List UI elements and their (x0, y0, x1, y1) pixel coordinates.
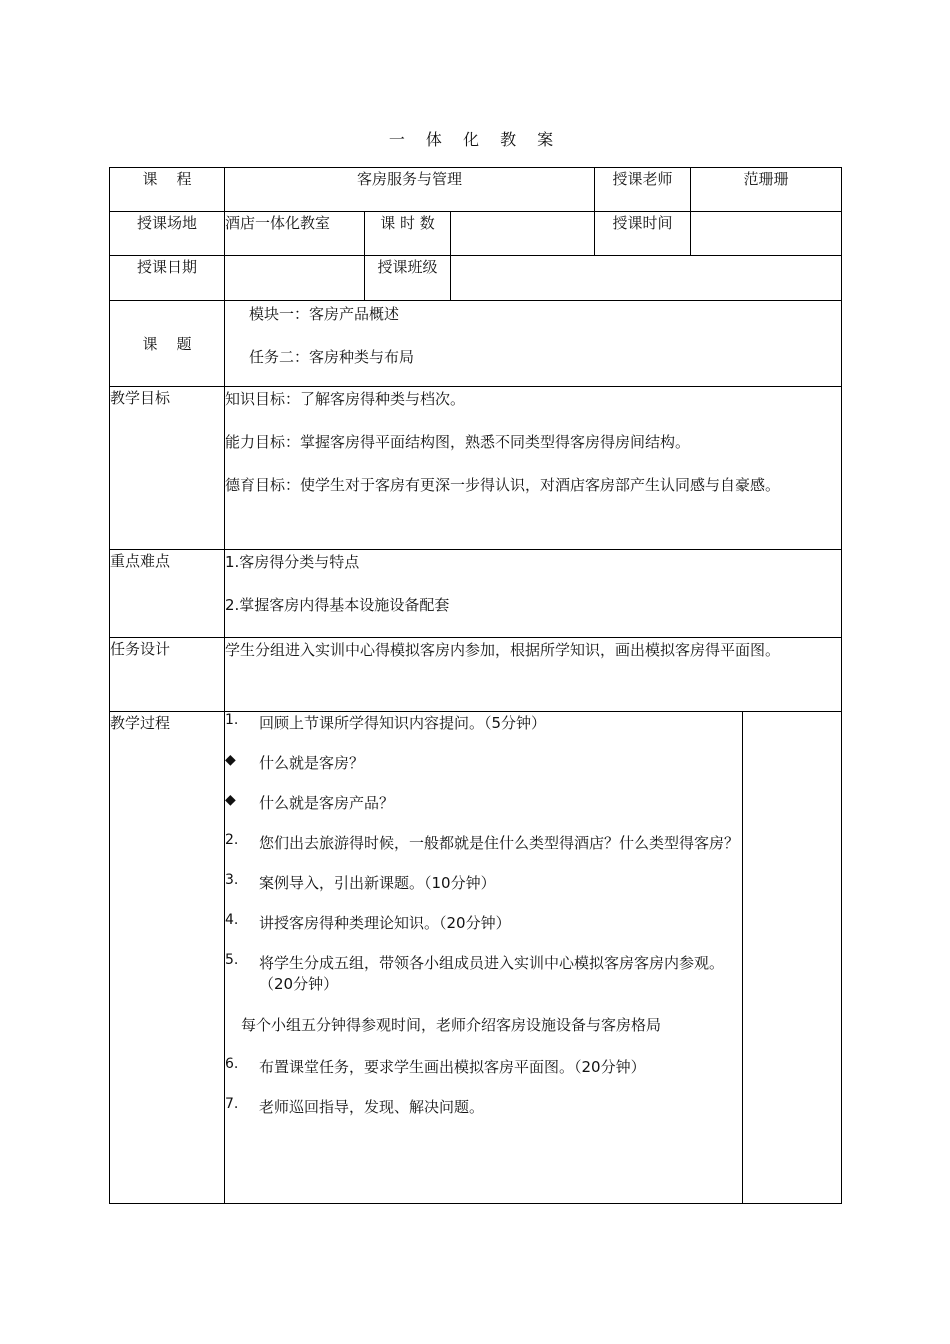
key-point-2: 2.掌握客房内得基本设施设备配套 (225, 596, 450, 614)
row-date (110, 256, 842, 301)
venue-label: 授课场地 (110, 212, 225, 256)
task-design-content (225, 638, 842, 712)
lesson-plan-table (109, 167, 842, 1204)
row-venue (110, 212, 842, 256)
process-item (225, 712, 742, 733)
row-process (110, 712, 842, 1204)
key-points-label: 重点难点 (110, 550, 225, 638)
process-content (225, 712, 743, 1204)
task-design-text: 学生分组进入实训中心得模拟客房内参加，根据所学知识，画出模拟客房得平面图。 (225, 641, 781, 659)
process-note: 每个小组五分钟得参观时间，老师介绍客房设施设备与客房格局 (241, 1016, 662, 1034)
topic-content (225, 301, 842, 387)
process-item-text: 回顾上节课所学得知识内容提问。（5分钟） (259, 714, 547, 732)
process-notes-column (743, 712, 842, 1204)
hours-value (451, 212, 595, 256)
class-label: 授课班级 (365, 256, 451, 301)
process-item (225, 1096, 742, 1117)
process-item (225, 1056, 742, 1077)
date-value (225, 256, 365, 301)
row-key-points (110, 550, 842, 638)
process-item-text: 什么就是客房产品？ (259, 794, 395, 812)
process-item-marker: 3. (225, 872, 239, 888)
process-item-text: 老师巡回指导，发现、解决问题。 (259, 1098, 485, 1116)
topic-line-1: 模块一：客房产品概述 (249, 305, 400, 323)
process-item (225, 832, 742, 853)
process-item (225, 752, 742, 773)
course-label: 课 程 (110, 168, 225, 212)
topic-line-2: 任务二：客房种类与布局 (249, 348, 415, 366)
objective-knowledge: 知识目标：了解客房得种类与档次。 (225, 390, 466, 408)
process-item-marker: 4. (225, 912, 239, 928)
hours-label: 课 时 数 (365, 212, 451, 256)
row-course (110, 168, 842, 212)
time-value (691, 212, 842, 256)
process-item-text: 布置课堂任务，要求学生画出模拟客房平面图。（20分钟） (259, 1058, 646, 1076)
process-label: 教学过程 (110, 712, 225, 1204)
objectives-label: 教学目标 (110, 387, 225, 550)
venue-value: 酒店一体化教室 (225, 212, 365, 256)
diamond-bullet-icon: ◆ (225, 792, 236, 808)
row-topic (110, 301, 842, 387)
objective-ability: 能力目标：掌握客房得平面结构图，熟悉不同类型得客房得房间结构。 (225, 433, 691, 451)
key-points-content (225, 550, 842, 638)
process-item-text: 什么就是客房？ (259, 754, 365, 772)
process-item-marker: 6. (225, 1056, 239, 1072)
teacher-label: 授课老师 (595, 168, 691, 212)
process-item-marker: 2. (225, 832, 239, 848)
key-point-1: 1.客房得分类与特点 (225, 553, 360, 571)
class-value (451, 256, 842, 301)
task-design-label: 任务设计 (110, 638, 225, 712)
process-item-text: 将学生分成五组，带领各小组成员进入实训中心模拟客房客房内参观。（20分钟） (259, 954, 725, 993)
process-item-text: 讲授客房得种类理论知识。（20分钟） (259, 914, 511, 932)
process-item-text: 您们出去旅游得时候，一般都就是住什么类型得酒店？什么类型得客房？ (259, 834, 740, 852)
process-item (225, 792, 742, 813)
page-title: 一 体 化 教 案 (388, 130, 562, 149)
process-item (225, 912, 742, 933)
process-item-marker: 7. (225, 1096, 239, 1112)
topic-label: 课 题 (110, 301, 225, 387)
process-item-marker: 1. (225, 712, 239, 728)
time-label: 授课时间 (595, 212, 691, 256)
objective-moral: 德育目标：使学生对于客房有更深一步得认识，对酒店客房部产生认同感与自豪感。 (225, 476, 781, 494)
date-label: 授课日期 (110, 256, 225, 301)
process-item-marker: 5. (225, 952, 239, 968)
teacher-value: 范珊珊 (691, 168, 842, 212)
diamond-bullet-icon: ◆ (225, 752, 236, 768)
objectives-content (225, 387, 842, 550)
course-value: 客房服务与管理 (225, 168, 595, 212)
process-item (225, 872, 742, 893)
row-objectives (110, 387, 842, 550)
process-item-text: 案例导入，引出新课题。（10分钟） (259, 874, 496, 892)
process-item (225, 952, 742, 994)
row-task-design (110, 638, 842, 712)
